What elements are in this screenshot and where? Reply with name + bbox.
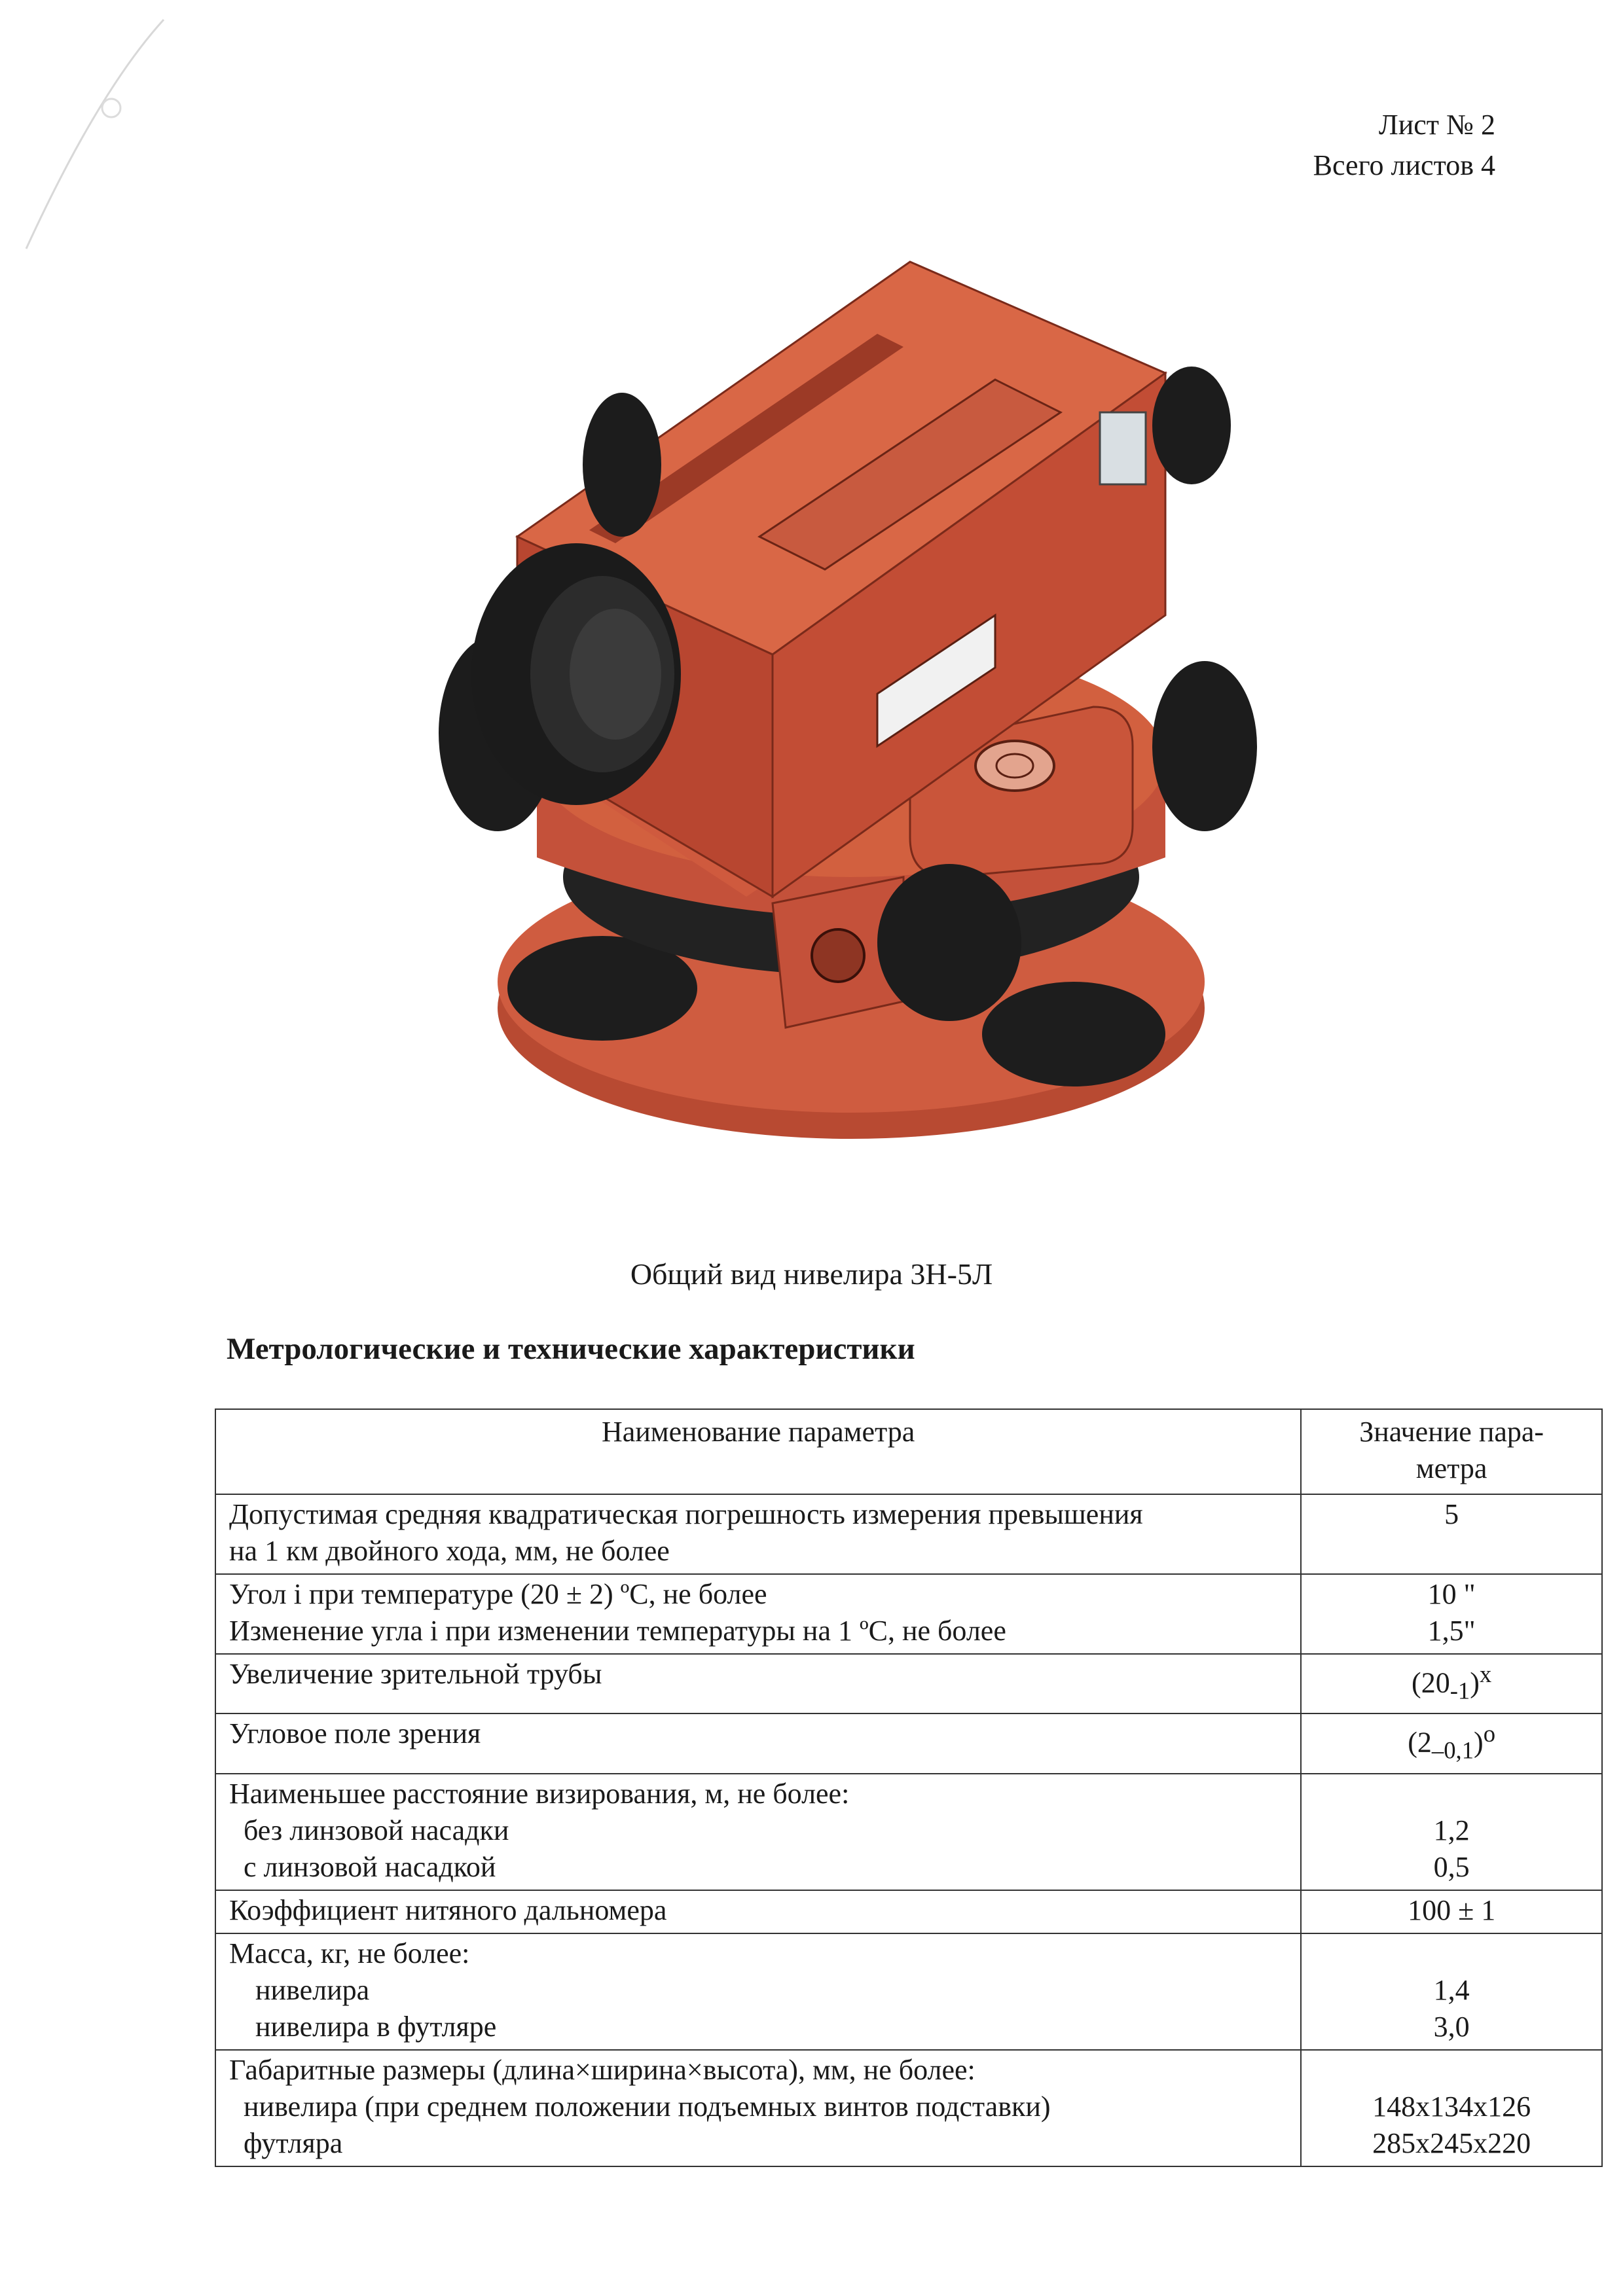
param-name: Габаритные размеры (длина×ширина×высота), мм, не более: нивелира (при среднем положении подъемных винтов подставки) футляра (215, 2050, 1301, 2166)
param-value: 10 " 1,5" (1301, 1574, 1602, 1654)
param-name: Масса, кг, не более: нивелира нивелира в футляре (215, 1933, 1301, 2050)
table-row (215, 1574, 1602, 1654)
param-name: Увеличение зрительной трубы (215, 1654, 1301, 1713)
circular-bubble (976, 741, 1054, 791)
eyepiece-knob (1152, 367, 1231, 484)
param-value: 1,4 3,0 (1301, 1933, 1602, 2050)
sheet-number: Лист № 2 (1378, 109, 1495, 141)
param-value: 100 ± 1 (1301, 1890, 1602, 1933)
table-row (215, 1774, 1602, 1890)
table-header-row (215, 1409, 1602, 1494)
param-value: $(2_{-0,1})^о$ (1301, 1713, 1602, 1773)
section-title: Метрологические и технические характеристики (227, 1332, 915, 1366)
param-value: 5 (1301, 1494, 1602, 1574)
specifications-table (215, 1408, 1603, 2167)
level-illustration (406, 249, 1283, 1217)
param-value: 1,2 0,5 (1301, 1774, 1602, 1890)
table-row (215, 1654, 1602, 1713)
param-name: Наименьшее расстояние визирования, м, не более: без линзовой насадки с линзовой насадкой (215, 1774, 1301, 1890)
table-row (215, 1890, 1602, 1933)
table-row (215, 2050, 1602, 2166)
column-header-value: Значение пара- метра (1301, 1409, 1602, 1494)
param-value: 148х134х126 285х245х220 (1301, 2050, 1602, 2166)
side-knob-right (1152, 661, 1257, 831)
param-name: Угловое поле зрения (215, 1713, 1301, 1773)
column-header-name: Наименование параметра (215, 1409, 1301, 1494)
figure-caption: Общий вид нивелира 3Н-5Л (630, 1257, 993, 1291)
table-row (215, 1713, 1602, 1773)
table-row (215, 1494, 1602, 1574)
param-name: Угол i при температуре (20 ± 2) ºС, не более Изменение угла i при изменении температуры на 1 ºС, не более (215, 1574, 1301, 1654)
param-name: Коэффициент нитяного дальномера (215, 1890, 1301, 1933)
param-value: $(20_{-1})^х$ (1301, 1654, 1602, 1713)
scan-fold-mark (0, 0, 196, 275)
param-name: Допустимая средняя квадратическая погрешность измерения превышения на 1 км двойного хода, мм, не более (215, 1494, 1301, 1574)
table-row (215, 1933, 1602, 2050)
sheets-total: Всего листов 4 (1313, 149, 1495, 181)
sheet-info (1313, 105, 1495, 186)
